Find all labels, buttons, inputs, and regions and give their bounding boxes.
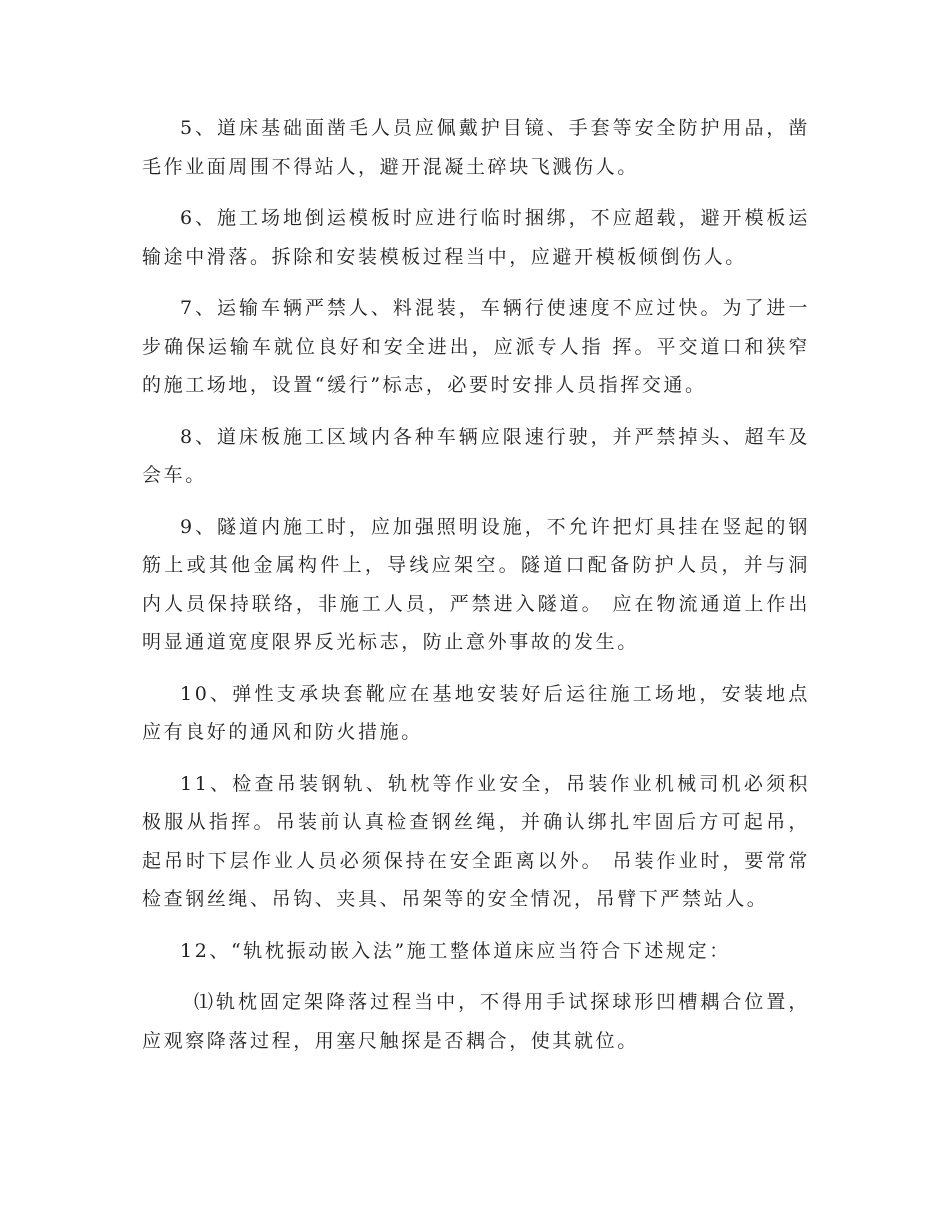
paragraph-item-7: 7、运输车辆严禁人、料混装，车辆行使速度不应过快。为了进一步确保运输车就位良好和安全进出，应派专人指 挥。平交道口和狭窄的施工场地，设置“缓行”标志，必要时安排人员指挥交通。 xyxy=(142,297,810,396)
paragraph-item-10: 10、弹性支承块套靴应在基地安装好后运往施工场地，安装地点应有良好的通风和防火措施。 xyxy=(142,682,810,743)
paragraph-item-8: 8、道床板施工区域内各种车辆应限速行驶，并严禁掉头、超车及会车。 xyxy=(142,425,810,486)
paragraph-subitem-1: ⑴轨枕固定架降落过程当中，不得用手试探球形凹槽耦合位置，应观察降落过程，用塞尺触探是否耦合，使其就位。 xyxy=(142,991,810,1052)
paragraph-item-12: 12、“轨枕振动嵌入法”施工整体道床应当符合下述规定： xyxy=(180,939,731,962)
paragraph-item-5: 5、道床基础面凿毛人员应佩戴护目镜、手套等安全防护用品，凿毛作业面周围不得站人，避开混凝土碎块飞溅伤人。 xyxy=(142,117,810,178)
paragraph-item-6: 6、施工场地倒运模板时应进行临时捆绑，不应超载，避开模板运输途中滑落。拆除和安装模板过程当中，应避开模板倾倒伤人。 xyxy=(142,207,810,268)
paragraph-item-9: 9、隧道内施工时，应加强照明设施，不允许把灯具挂在竖起的钢筋上或其他金属构件上，导线应架空。隧道口配备防护人员，并与洞内人员保持联络，非施工人员，严禁进入隧道。 应在物流通道上作出明显通道宽度限界反光标志，防止意外事故的发生。 xyxy=(142,515,810,653)
paragraph-item-11: 11、检查吊装钢轨、轨枕等作业安全，吊装作业机械司机必须积极服从指挥。吊装前认真检查钢丝绳，并确认绑扎牢固后方可起吊，起吊时下层作业人员必须保持在安全距离以外。 吊装作业时，要常常检查钢丝绳、吊钩、夹具、吊架等的安全情况，吊臂下严禁站人。 xyxy=(142,772,810,910)
document-body xyxy=(142,109,810,1073)
